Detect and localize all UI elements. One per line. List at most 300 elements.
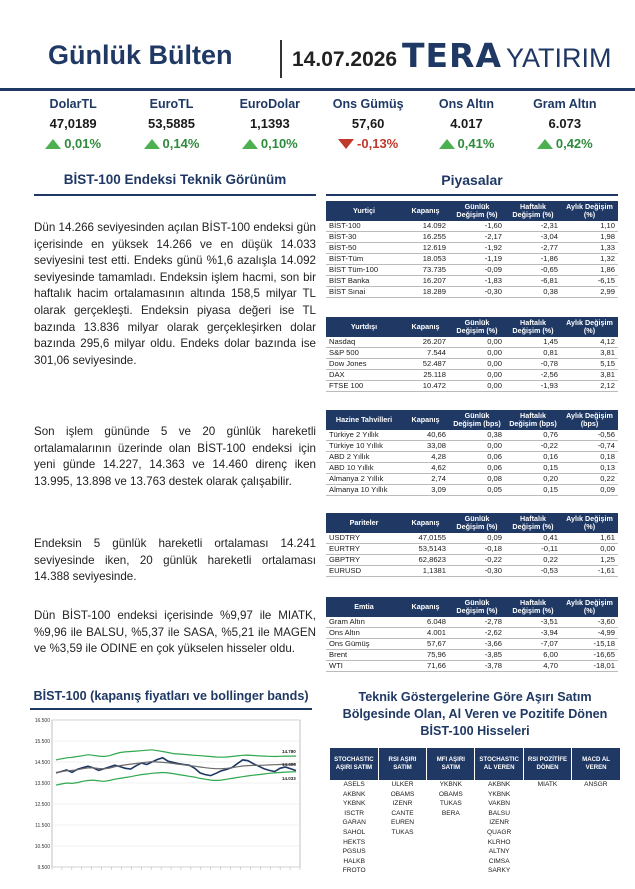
table-cell: 0,38 bbox=[449, 430, 505, 441]
ticker-change-value: 0,14% bbox=[162, 136, 200, 151]
screen-row bbox=[330, 857, 620, 867]
table-cell: BİST Sınai bbox=[326, 287, 402, 298]
ticker-change bbox=[319, 136, 417, 151]
table-row bbox=[326, 463, 618, 474]
screen-cell: TUKAS bbox=[391, 828, 414, 836]
screen-cell bbox=[378, 857, 426, 867]
table-header-cell: Kapanış bbox=[402, 410, 449, 430]
screen-cell bbox=[523, 799, 571, 809]
ticker-name: EuroTL bbox=[149, 97, 194, 111]
table-cell: -4,99 bbox=[561, 628, 618, 639]
table-cell: 0,15 bbox=[505, 463, 561, 474]
bist100-chart bbox=[30, 712, 312, 887]
table-cell: 0,06 bbox=[449, 452, 505, 463]
table-header-cell: Aylık Değişim (bps) bbox=[561, 410, 618, 430]
table-cell: -1,19 bbox=[449, 254, 505, 265]
table-cell: 1,1381 bbox=[402, 566, 449, 577]
screen-cell: ALTNY bbox=[488, 848, 510, 856]
table-cell: BİST-50 bbox=[326, 243, 402, 254]
table-cell: -2,17 bbox=[449, 232, 505, 243]
table-cell: 1,32 bbox=[561, 254, 618, 265]
table-cell: 0,00 bbox=[449, 370, 505, 381]
screen-cell bbox=[378, 838, 426, 848]
y-tick-label: 12.500 bbox=[34, 802, 50, 808]
table-cell: 52.487 bbox=[402, 359, 449, 370]
table-cell: ABD 2 Yıllık bbox=[326, 452, 402, 463]
table-cell: 16.255 bbox=[402, 232, 449, 243]
table-row bbox=[326, 639, 618, 650]
ticker-name: Ons Gümüş bbox=[332, 97, 404, 111]
table-row bbox=[326, 265, 618, 276]
table-cell: -1,61 bbox=[561, 566, 618, 577]
screen-cell: IZENR bbox=[392, 800, 413, 808]
chart-title-rule bbox=[30, 708, 312, 710]
ticker-4 bbox=[417, 97, 515, 157]
screen-row bbox=[330, 818, 620, 828]
table-row bbox=[326, 628, 618, 639]
table-cell: GBPTRY bbox=[326, 555, 402, 566]
header-rule bbox=[0, 88, 635, 91]
table-cell: Almanya 10 Yıllık bbox=[326, 485, 402, 496]
table-cell: -2,77 bbox=[505, 243, 561, 254]
table-cell: 0,09 bbox=[561, 485, 618, 496]
up-arrow-icon bbox=[242, 139, 258, 149]
table-cell: -6,15 bbox=[561, 276, 618, 287]
screen-row bbox=[330, 866, 620, 876]
screen-title: Teknik Göstergelerine Göre Aşırı Satım Bölgesinde Olan, Al Veren ve Pozitife Dönen BİST-100 Hisseleri bbox=[342, 690, 608, 738]
ticker-value: 6.073 bbox=[548, 116, 582, 131]
table-cell: 4,28 bbox=[402, 452, 449, 463]
screen-cell bbox=[572, 847, 620, 857]
table-cell: ABD 10 Yıllık bbox=[326, 463, 402, 474]
screen-cell bbox=[572, 857, 620, 867]
ticker-name: DolarTL bbox=[49, 97, 97, 111]
ticker-change-value: -0,13% bbox=[357, 136, 399, 151]
screen-cell: EUREN bbox=[390, 819, 415, 827]
table-cell: 0,22 bbox=[505, 555, 561, 566]
table-cell: 1,25 bbox=[561, 555, 618, 566]
screen-row bbox=[330, 809, 620, 819]
y-tick-label: 13.500 bbox=[34, 781, 50, 787]
table-cell: WTI bbox=[326, 661, 402, 672]
table-cell: 25.118 bbox=[402, 370, 449, 381]
table-cell: 5,15 bbox=[561, 359, 618, 370]
ticker-change bbox=[24, 136, 122, 151]
table-cell: 0,38 bbox=[505, 287, 561, 298]
screen-row bbox=[330, 838, 620, 848]
screen-cell: YKBNK bbox=[487, 790, 511, 798]
screen-cell bbox=[572, 799, 620, 809]
markets-title: Piyasalar bbox=[441, 172, 503, 188]
table-cell: -3,04 bbox=[505, 232, 561, 243]
screen-header-cell: RSI POZİTİFE DÖNEN bbox=[523, 748, 571, 780]
table-cell: Gram Altın bbox=[326, 617, 402, 628]
screen-cell: QUAGR bbox=[487, 828, 512, 836]
table-cell: EURUSD bbox=[326, 566, 402, 577]
bulletin-date: 14.07.2026 bbox=[292, 48, 398, 71]
up-arrow-icon bbox=[144, 139, 160, 149]
table-cell: 18.289 bbox=[402, 287, 449, 298]
table-cell: -0,22 bbox=[449, 555, 505, 566]
table-cell: Dow Jones bbox=[326, 359, 402, 370]
table-cell: -0,53 bbox=[505, 566, 561, 577]
table-header-cell: Kapanış bbox=[402, 513, 449, 533]
table-cell: 0,05 bbox=[449, 485, 505, 496]
ticker-change bbox=[122, 136, 220, 151]
screen-cell: AKBNK bbox=[487, 781, 511, 788]
table-header-cell: Haftalık Değişim (bps) bbox=[505, 410, 561, 430]
table-cell: 0,16 bbox=[505, 452, 561, 463]
screen-cell bbox=[572, 809, 620, 819]
table-cell: 0,00 bbox=[449, 348, 505, 359]
table-row bbox=[326, 232, 618, 243]
table-cell: 0,22 bbox=[561, 474, 618, 485]
y-tick-label: 15.500 bbox=[34, 739, 50, 745]
table-cell: 0,76 bbox=[505, 430, 561, 441]
ticker-change bbox=[417, 136, 515, 151]
screen-cell bbox=[427, 828, 475, 838]
market-table-1 bbox=[326, 317, 618, 392]
screen-cell: ANSGR bbox=[584, 781, 608, 788]
table-cell: 12.619 bbox=[402, 243, 449, 254]
table-cell: 4.001 bbox=[402, 628, 449, 639]
table-cell: 1,98 bbox=[561, 232, 618, 243]
screen-cell: PGSUS bbox=[342, 848, 366, 856]
table-header-cell: Aylık Değişim (%) bbox=[561, 201, 618, 221]
market-table-4 bbox=[326, 597, 618, 672]
table-header-cell: Aylık Değişim (%) bbox=[561, 597, 618, 617]
table-header-cell: Haftalık Değişim (%) bbox=[505, 597, 561, 617]
table-cell: -3,60 bbox=[561, 617, 618, 628]
table-row bbox=[326, 617, 618, 628]
table-cell: FTSE 100 bbox=[326, 381, 402, 392]
table-cell: EURTRY bbox=[326, 544, 402, 555]
table-cell: -1,92 bbox=[449, 243, 505, 254]
y-tick-label: 14.500 bbox=[34, 760, 50, 766]
table-header-cell: Kapanış bbox=[402, 317, 449, 337]
ticker-change-value: 0,42% bbox=[555, 136, 593, 151]
screen-header-cell: MFI AŞIRI SATIM bbox=[427, 748, 475, 780]
table-cell: 2,12 bbox=[561, 381, 618, 392]
table-row bbox=[326, 452, 618, 463]
table-header-cell: Günlük Değişim (%) bbox=[449, 513, 505, 533]
table-cell: 47,0155 bbox=[402, 533, 449, 544]
table-cell: -15,18 bbox=[561, 639, 618, 650]
table-cell: USDTRY bbox=[326, 533, 402, 544]
screen-header-row bbox=[330, 748, 620, 780]
table-cell: Türkiye 2 Yıllık bbox=[326, 430, 402, 441]
screen-cell: IZENR bbox=[489, 819, 510, 827]
screen-cell bbox=[523, 828, 571, 838]
table-row bbox=[326, 485, 618, 496]
screen-cell bbox=[427, 866, 475, 876]
up-arrow-icon bbox=[439, 139, 455, 149]
table-cell: -18,01 bbox=[561, 661, 618, 672]
table-cell: 0,00 bbox=[449, 337, 505, 348]
table-header-row bbox=[326, 410, 618, 430]
screen-cell: ASELS bbox=[343, 781, 365, 788]
screen-cell: GARAN bbox=[342, 819, 366, 827]
screen-header-cell: STOCHASTIC AL VEREN bbox=[475, 748, 523, 780]
screen-cell: OBAMS bbox=[438, 790, 463, 798]
screen-cell: BERA bbox=[441, 809, 460, 817]
table-header-cell: Haftalık Değişim (%) bbox=[505, 317, 561, 337]
table-cell: 10.472 bbox=[402, 381, 449, 392]
ticker-2 bbox=[221, 97, 319, 157]
ticker-value: 1,1393 bbox=[249, 116, 290, 131]
table-row bbox=[326, 359, 618, 370]
screen-row bbox=[330, 780, 620, 790]
table-row bbox=[326, 661, 618, 672]
table-header-row bbox=[326, 201, 618, 221]
screen-cell: YKBNK bbox=[342, 800, 366, 808]
screen-cell bbox=[572, 818, 620, 828]
table-cell: 0,81 bbox=[505, 348, 561, 359]
table-header-cell: Günlük Değişim (%) bbox=[449, 597, 505, 617]
screen-cell bbox=[523, 847, 571, 857]
table-cell: 0,09 bbox=[449, 533, 505, 544]
table-cell: 0,20 bbox=[505, 474, 561, 485]
table-cell: 71,66 bbox=[402, 661, 449, 672]
table-cell: 0,15 bbox=[505, 485, 561, 496]
table-header-cell: Yurtiçi bbox=[326, 201, 402, 221]
table-cell: 18.053 bbox=[402, 254, 449, 265]
table-cell: 4,12 bbox=[561, 337, 618, 348]
table-header-cell: Kapanış bbox=[402, 597, 449, 617]
table-cell: 26.207 bbox=[402, 337, 449, 348]
table-cell: 7.544 bbox=[402, 348, 449, 359]
table-cell: 1,86 bbox=[561, 265, 618, 276]
table-header-cell: Günlük Değişim (%) bbox=[449, 317, 505, 337]
y-tick-label: 11.500 bbox=[35, 823, 50, 829]
table-cell: 0,06 bbox=[449, 463, 505, 474]
table-cell: 73.735 bbox=[402, 265, 449, 276]
ticker-change bbox=[516, 136, 614, 151]
table-header-cell: Haftalık Değişim (%) bbox=[505, 201, 561, 221]
screen-cell bbox=[572, 866, 620, 876]
screen-cell: CANTE bbox=[391, 809, 414, 817]
screen-row bbox=[330, 847, 620, 857]
down-arrow-icon bbox=[338, 139, 354, 149]
screen-header-cell: MACD AL VEREN bbox=[572, 748, 620, 780]
table-cell: DAX bbox=[326, 370, 402, 381]
screen-cell: VAKBN bbox=[488, 800, 511, 808]
table-cell: -3,85 bbox=[449, 650, 505, 661]
table-cell: -6,81 bbox=[505, 276, 561, 287]
table-header-cell: Günlük Değişim (%) bbox=[449, 201, 505, 221]
table-row bbox=[326, 533, 618, 544]
screen-cell: HALKB bbox=[343, 857, 365, 865]
table-cell: -0,65 bbox=[505, 265, 561, 276]
table-cell: -1,86 bbox=[505, 254, 561, 265]
table-cell: 1,10 bbox=[561, 221, 618, 232]
plot-frame bbox=[52, 720, 300, 867]
screen-cell: OBAMS bbox=[390, 790, 415, 798]
table-cell: 0,13 bbox=[561, 463, 618, 474]
markets-title-rule bbox=[326, 194, 618, 196]
table-row bbox=[326, 555, 618, 566]
logo-bold-text: TERA bbox=[402, 36, 503, 75]
table-row bbox=[326, 441, 618, 452]
table-cell: Nasdaq bbox=[326, 337, 402, 348]
table-row bbox=[326, 381, 618, 392]
table-cell: 0,08 bbox=[449, 474, 505, 485]
table-cell: 62,8623 bbox=[402, 555, 449, 566]
table-cell: 2,99 bbox=[561, 287, 618, 298]
table-row bbox=[326, 276, 618, 287]
table-row bbox=[326, 287, 618, 298]
ticker-value: 4.017 bbox=[450, 116, 483, 131]
table-cell: Almanya 2 Yıllık bbox=[326, 474, 402, 485]
screen-cell bbox=[427, 838, 475, 848]
table-cell: -0,18 bbox=[449, 544, 505, 555]
table-cell: 33,08 bbox=[402, 441, 449, 452]
technical-paragraph-3: Endeksin 5 günlük hareketli ortalaması 14.241 seviyesinde iken, 20 günlük hareketli ortalaması 14.388 seviyesinde. bbox=[34, 537, 316, 584]
screen-cell bbox=[427, 818, 475, 828]
table-cell: -3,94 bbox=[505, 628, 561, 639]
table-cell: -2,62 bbox=[449, 628, 505, 639]
table-cell: -0,78 bbox=[505, 359, 561, 370]
table-header-cell: Kapanış bbox=[402, 201, 449, 221]
series-line-1 bbox=[56, 750, 296, 760]
table-cell: 1,33 bbox=[561, 243, 618, 254]
screen-cell: CIMSA bbox=[488, 857, 510, 865]
y-tick-label: 9.500 bbox=[37, 865, 50, 871]
ticker-3 bbox=[319, 97, 417, 157]
table-header-row bbox=[326, 597, 618, 617]
screen-cell: TUKAS bbox=[439, 800, 462, 808]
screen-cell: SARKY bbox=[487, 867, 511, 875]
table-header-cell: Pariteler bbox=[326, 513, 402, 533]
ticker-5 bbox=[516, 97, 614, 157]
ticker-value: 47,0189 bbox=[49, 116, 97, 131]
table-cell: -3,66 bbox=[449, 639, 505, 650]
chart-annotation: 14.406 bbox=[282, 761, 296, 767]
table-cell: -3,51 bbox=[505, 617, 561, 628]
table-cell: 3,81 bbox=[561, 348, 618, 359]
technical-title-rule bbox=[34, 194, 316, 196]
table-cell: 4,70 bbox=[505, 661, 561, 672]
screen-cell: SAHOL bbox=[342, 828, 366, 836]
screen-cell: ISCTR bbox=[344, 809, 365, 817]
table-cell: -0,56 bbox=[561, 430, 618, 441]
screen-cell: KLRHO bbox=[487, 838, 511, 846]
table-cell: BİST Banka bbox=[326, 276, 402, 287]
ticker-1 bbox=[122, 97, 220, 157]
market-table-2 bbox=[326, 410, 618, 496]
table-header-cell: Aylık Değişim (%) bbox=[561, 513, 618, 533]
table-cell: 0,41 bbox=[505, 533, 561, 544]
table-row bbox=[326, 544, 618, 555]
table-cell: 1,45 bbox=[505, 337, 561, 348]
table-cell: 0,00 bbox=[561, 544, 618, 555]
table-cell: 57,67 bbox=[402, 639, 449, 650]
chart-svg bbox=[30, 712, 312, 887]
table-header-cell: Yurtdışı bbox=[326, 317, 402, 337]
table-cell: -1,83 bbox=[449, 276, 505, 287]
table-cell: 6,00 bbox=[505, 650, 561, 661]
ticker-name: Ons Altın bbox=[438, 97, 495, 111]
screen-row bbox=[330, 790, 620, 800]
table-cell: 2,74 bbox=[402, 474, 449, 485]
table-row bbox=[326, 370, 618, 381]
table-cell: 3,09 bbox=[402, 485, 449, 496]
table-row bbox=[326, 243, 618, 254]
table-cell: -2,78 bbox=[449, 617, 505, 628]
chart-title: BİST-100 (kapanış fiyatları ve bollinger bands) bbox=[33, 689, 309, 703]
table-cell: -0,30 bbox=[449, 287, 505, 298]
screen-header-cell: RSI AŞIRI SATIM bbox=[378, 748, 426, 780]
table-cell: 53,5143 bbox=[402, 544, 449, 555]
table-cell: 0,00 bbox=[449, 441, 505, 452]
company-logo bbox=[402, 36, 612, 75]
table-row bbox=[326, 337, 618, 348]
screen-cell: YKBNK bbox=[439, 781, 462, 788]
screen-cell: AKBNK bbox=[342, 790, 366, 798]
table-cell: 0,00 bbox=[449, 381, 505, 392]
table-cell: 3,81 bbox=[561, 370, 618, 381]
screen-row bbox=[330, 828, 620, 838]
market-table-3 bbox=[326, 513, 618, 577]
table-row bbox=[326, 430, 618, 441]
table-cell: BİST-Tüm bbox=[326, 254, 402, 265]
table-header-cell: Haftalık Değişim (%) bbox=[505, 513, 561, 533]
screen-cell bbox=[572, 828, 620, 838]
ticker-value: 57,60 bbox=[351, 116, 385, 131]
screen-header-cell: STOCHASTIC AŞIRI SATIM bbox=[330, 748, 378, 780]
table-cell: 6.048 bbox=[402, 617, 449, 628]
table-cell: BİST-30 bbox=[326, 232, 402, 243]
up-arrow-icon bbox=[537, 139, 553, 149]
table-cell: Brent bbox=[326, 650, 402, 661]
table-row bbox=[326, 566, 618, 577]
table-row bbox=[326, 348, 618, 359]
table-row bbox=[326, 221, 618, 232]
table-header-cell: Emtia bbox=[326, 597, 402, 617]
ticker-value: 53,5885 bbox=[147, 116, 195, 131]
table-cell: 16.207 bbox=[402, 276, 449, 287]
screen-cell: BALSU bbox=[488, 809, 510, 817]
ticker-0 bbox=[24, 97, 122, 157]
table-cell: BİST-100 bbox=[326, 221, 402, 232]
logo-light-text: YATIRIM bbox=[506, 43, 612, 73]
table-cell: -0,11 bbox=[505, 544, 561, 555]
ticker-change-value: 0,41% bbox=[457, 136, 495, 151]
bulletin-title: Günlük Bülten bbox=[48, 40, 233, 70]
screen-cell bbox=[523, 809, 571, 819]
table-header-cell: Hazine Tahvilleri bbox=[326, 410, 402, 430]
screen-cell bbox=[427, 847, 475, 857]
table-cell: BİST Tüm-100 bbox=[326, 265, 402, 276]
screen-cell bbox=[572, 790, 620, 800]
ticker-change bbox=[221, 136, 319, 151]
screen-cell bbox=[523, 818, 571, 828]
table-cell: -16,65 bbox=[561, 650, 618, 661]
screen-cell bbox=[572, 838, 620, 848]
table-cell: -0,74 bbox=[561, 441, 618, 452]
table-cell: -2,31 bbox=[505, 221, 561, 232]
screen-cell bbox=[523, 838, 571, 848]
table-cell: -3,78 bbox=[449, 661, 505, 672]
table-cell: -0,30 bbox=[449, 566, 505, 577]
y-tick-label: 10.500 bbox=[34, 844, 50, 850]
screen-cell bbox=[523, 857, 571, 867]
market-table-0 bbox=[326, 201, 618, 298]
table-header-cell: Aylık Değişim (%) bbox=[561, 317, 618, 337]
table-row bbox=[326, 254, 618, 265]
screen-cell: ULKER bbox=[391, 781, 414, 788]
table-cell: 1,61 bbox=[561, 533, 618, 544]
